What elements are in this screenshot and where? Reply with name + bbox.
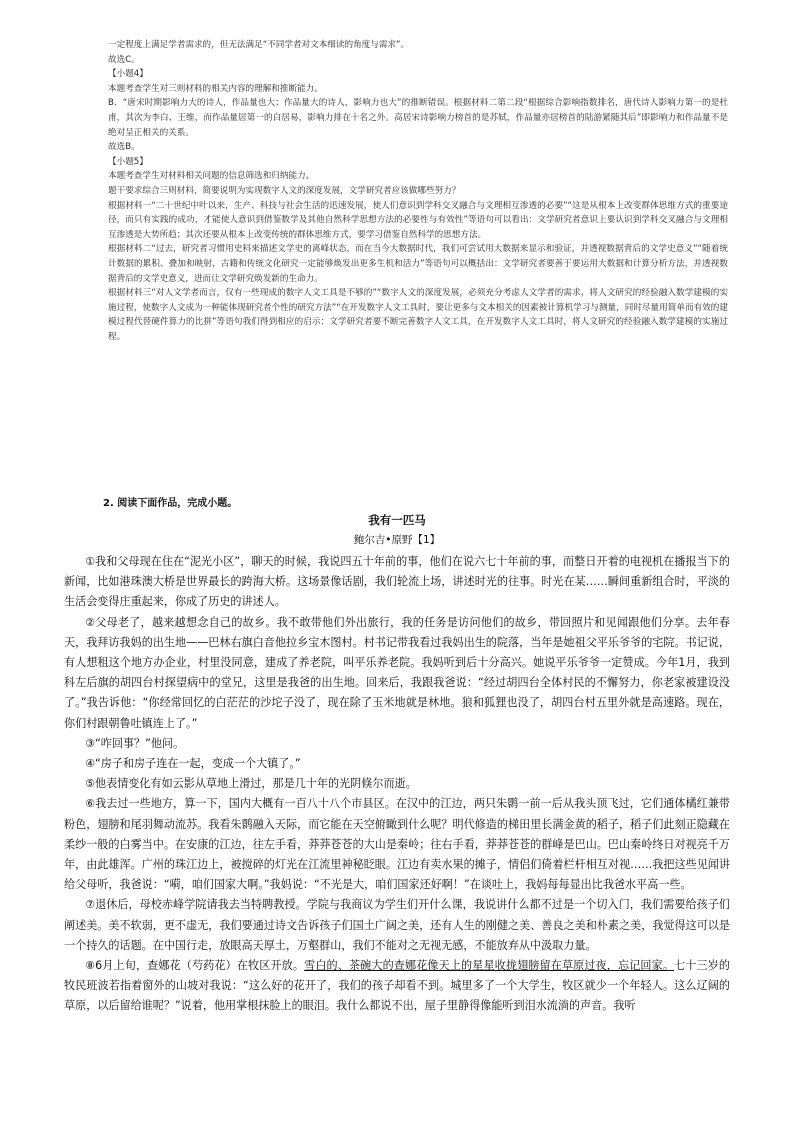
analysis-line: 根据材料二“过去，研究者习惯用史料来描述文学史的离峰状态，而在当今大数据时代，我们可尝试用大数据来显示和验证，并透视数据背后的文学史意义”“随着统计数据的累积、叠加和映射，古籍和传统文化研究一定能够焕发出更多生机和活力”等语句可以概括出：文学研究者要善于要运用大数据和计算分析方法，并透视数据背后的文学史意义，进而让文学研究焕发新的生命力。 — [108, 244, 728, 284]
paragraph-8-rest: 七十三岁的牧民班波若指着窗外的山坡对我说：“这么好的花开了，我们的孩子却看不到。城里多了一个大学生，牧区就少一个年轻人。这么辽阔的草原，以后留给谁呢？”说着，他用掌根抹脸上的眼泪。我什么都说不出，屋子里静得像能听到泪水流淌的声音。我听 — [64, 959, 730, 1013]
analysis-line: 根据材料三“对人文学者而言，仅有一些现成的数字人文工具是不够的”“数字人文的深度发展，必须充分考虑人文学者的需求，将人文研究的经验融入数学建模的实施过程，使数字人文成为一种能体现研究者个性的研究方法”“在开发数字人文工具时，要让更多与文本相关的因素被计算机学习与测量，同时尽量用简单而有效的建模过程代替硬件算力的比拼”等语句我们得到相应的启示：文学研究者要不断完善数字人文工具，在开发数字人文工具时，将人文研究的经验融入数学建模的实施过程。 — [108, 288, 728, 342]
analysis-line: 故选C。 — [108, 54, 140, 65]
paragraph-4: ④“房子和房子连在一起，变成一个大镇了。” — [85, 757, 301, 771]
analysis-line: 本题考查学生对三则材料的相关内容的理解和推断能力。 — [108, 83, 323, 94]
analysis-line: 故选B。 — [108, 142, 140, 153]
paragraph-5: ⑤他表情变化有如云影从草地上滑过，那是几十年的光阴倏尔而逝。 — [85, 777, 417, 791]
paragraph-8 — [64, 956, 730, 1017]
paragraph-3: ③“咋回事？”他问。 — [85, 736, 185, 750]
analysis-line: 【小题5】 — [108, 156, 148, 167]
paragraph-6: ⑥我去过一些地方，算一下，国内大概有一百八十八个市县区。在汉中的江边，两只朱鹮一前一后从我头顶飞过，它们通体橘红兼带粉色，翅膀和尾羽舞动流苏。我看朱鹮融入天际，而它能在天空俯瞰到什么呢？明代修造的梯田里长满金黄的稻子，稻子们此刻正隐藏在柔纱一般的白雾当中。在安康的江边，往左手看，莽莽苍苍的大山是秦岭；往右手看，莽莽苍苍的群峰是巴山。巴山秦岭终日对视亮千万年，由此雄浑。广州的珠江边上，被搅碎的灯光在江流里神秘眨眼。江边有卖水果的摊子，情侣们倚着栏杆相互对视……我把这些见闻讲给父母听，我爸说：“嗬，咱们国家大啊。”我妈说：“不光是大，咱们国家还好啊！”在谈吐上，我妈每每显出比我爸水平高一些。 — [64, 797, 730, 892]
article-author: 鲍尔吉•原野【1】 — [353, 534, 441, 546]
paragraph-8-start: ⑧6月上旬，查娜花（芍药花）在牧区开放。 — [85, 959, 305, 973]
article-body — [64, 552, 730, 1017]
analysis-line: 【小题4】 — [108, 69, 148, 80]
article-title: 我有一匹马 — [368, 513, 426, 527]
analysis-line: 一定程度上满足学者需求的，但无法满足“不同学者对文本细读的角度与需求”。 — [108, 40, 410, 50]
analysis-line: 本题考查学生对材料相关问题的信息筛选和归纳能力。 — [108, 171, 315, 182]
paragraph-2: ②父母老了，越来越想念自己的故乡。我不敢带他们外出旅行，我的任务是访问他们的故乡，带回照片和见闻跟他们分享。去年春天，我拜访我妈的出生地——巴林右旗白音他拉乡宝木图村。村书记带我看过我妈出生的院落，当年是她祖父平乐爷爷的宅院。书记说，有人想租这个地方办企业，村里没同意，建成了养老院，叫平乐养老院。我妈听到后十分高兴。她说平乐爷爷一定赞成。今年1月，我到科左后旗的胡四台村探望病中的堂兄，这里是我爸的出生地。回来后，我跟我爸说：“经过胡四台全体村民的不懈努力，你老家被建设没了。”我告诉他：“你经常回忆的白茫茫的沙坨子没了，现在除了玉米地就是林地。狼和狐狸也没了，胡四台村五里外就是高速路。现在，你们村跟朝鲁吐镇连上了。” — [64, 615, 730, 730]
analysis-line: 根据材料一“二十世纪中叶以来，生产、科技与社会生活的迅速发展，使人们意识到学科交叉融合与文理相互渗透的必要”“这是从根本上改变群体思维方式的重要途径，而只有实践的成功，才能使人意识到借鉴数学及其他自然科学思想方法的必要性与有效性”等语句可以看出：文学研究者意识上要认识到学科交叉融合与文理相互渗透是大势所趋；其次还要从根本上改变传统的群体思维方式，要学习借鉴自然科学的思想方法。 — [108, 200, 728, 240]
analysis-line: B．“唐宋时期影响力大的诗人，作品量也大；作品量大的诗人，影响力也大”的推断错误。根据材料二第二段“根据综合影响指数排名，唐代诗人影响力第一的是杜甫，其次为李白、王维，而作品量居第一的白居易，影响力排在十名之外。高居宋诗影响力榜首的是苏轼，作品量亦居榜首的陆游紧随其后”即影响力和作品量不是绝对呈正相关的关系。 — [108, 98, 728, 138]
answer-analysis — [108, 38, 728, 344]
question-header: 2. 阅读下面作品，完成小题。 — [103, 498, 238, 509]
paragraph-1: ①我和父母现在住在“泥光小区”，聊天的时候，我说四五十年前的事，他们在说六七十年前的事，而整日开着的电视机在播报当下的新闻，比如港珠澳大桥是世界最长的跨海大桥。这场景像话剧，我们轮流上场，讲述时光的往事。时光在某……瞬间重新组合时，平淡的生活会变得庄重起来，你成了历史的讲述人。 — [64, 555, 730, 609]
analysis-line: 题干要求综合三则材料，简要说明为实现数字人文的深度发展，文学研究者应该做哪些努力？ — [108, 185, 461, 196]
underlined-sentence: 雪白的、茶碗大的查娜花像天上的星星收拢翅膀留在草原过夜，忘记回家。 — [304, 959, 675, 973]
paragraph-7: ⑦退休后，母校赤峰学院请我去当特聘教授。学院与我商议为学生们开什么课，我说讲什么都不过是一个切入门，我们需要给孩子们阐述美。美不软弱，更不虚无，我们要通过诗文告诉孩子们国土广阔之美，还有人生的刚健之美、善良之美和朴素之美，我觉得这可以是一个持久的话题。在中国行走，放眼高天厚土，万壑群山，我们不能对之无视无感，不能放弃从中汲取力量。 — [64, 898, 730, 952]
